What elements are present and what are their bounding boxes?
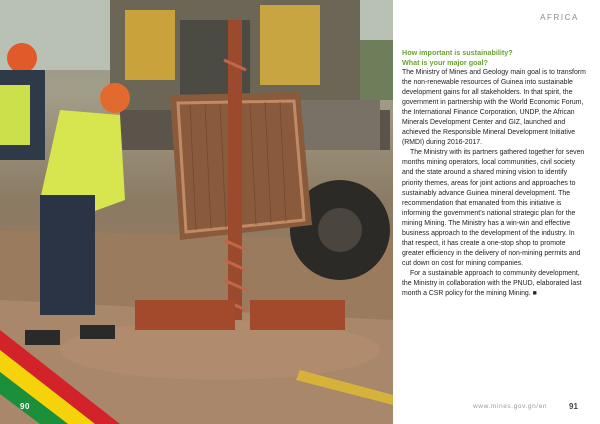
paragraph-1: The Ministry of Mines and Geology main goal is to transform the non-renewable resources of Guinea into sustainable development gains for all stakeholders. In that spirit, the government in partnership with the World Economic Forum, the International Finance Corporation, UNDP, the African Minerals Development Center and GIZ, launched and achieved the Responsible Mineral Development Initiative (RMDI) during 2016-2017.	[402, 69, 586, 147]
section-label: AFRICA	[540, 13, 579, 22]
question-2: What is your major goal?	[402, 58, 488, 67]
paragraph-2: The Ministry with its partners gathered together for seven months mining operators, local communities, civil society and the state around a shared mining vision to identify priority themes, areas for joint actions and approaches to sustainably advance Guinea mineral development. The recommendation that emanated from this initiative is informing the government’s national strategic plan for the mining Mining. The Ministry has a win-win and effective business approach to the development of the industry. In that respect, it has create a one-stop shop to promote greater efficiency in the delivery of non-mining permits and cut down on cost for mining companies.	[402, 149, 585, 267]
paragraph-3: For a sustainable approach to community development, the Ministry in collaboration with the PNUD, elaborated last month a CSR policy for the mining Mining. ■	[402, 269, 582, 298]
page-number-right: 91	[569, 402, 578, 411]
footer-url[interactable]: www.mines.gov.gn/en	[473, 403, 548, 410]
question-1: How important is sustainability?	[402, 48, 513, 57]
article-body	[402, 48, 588, 299]
page-number-left: 90	[20, 402, 30, 411]
